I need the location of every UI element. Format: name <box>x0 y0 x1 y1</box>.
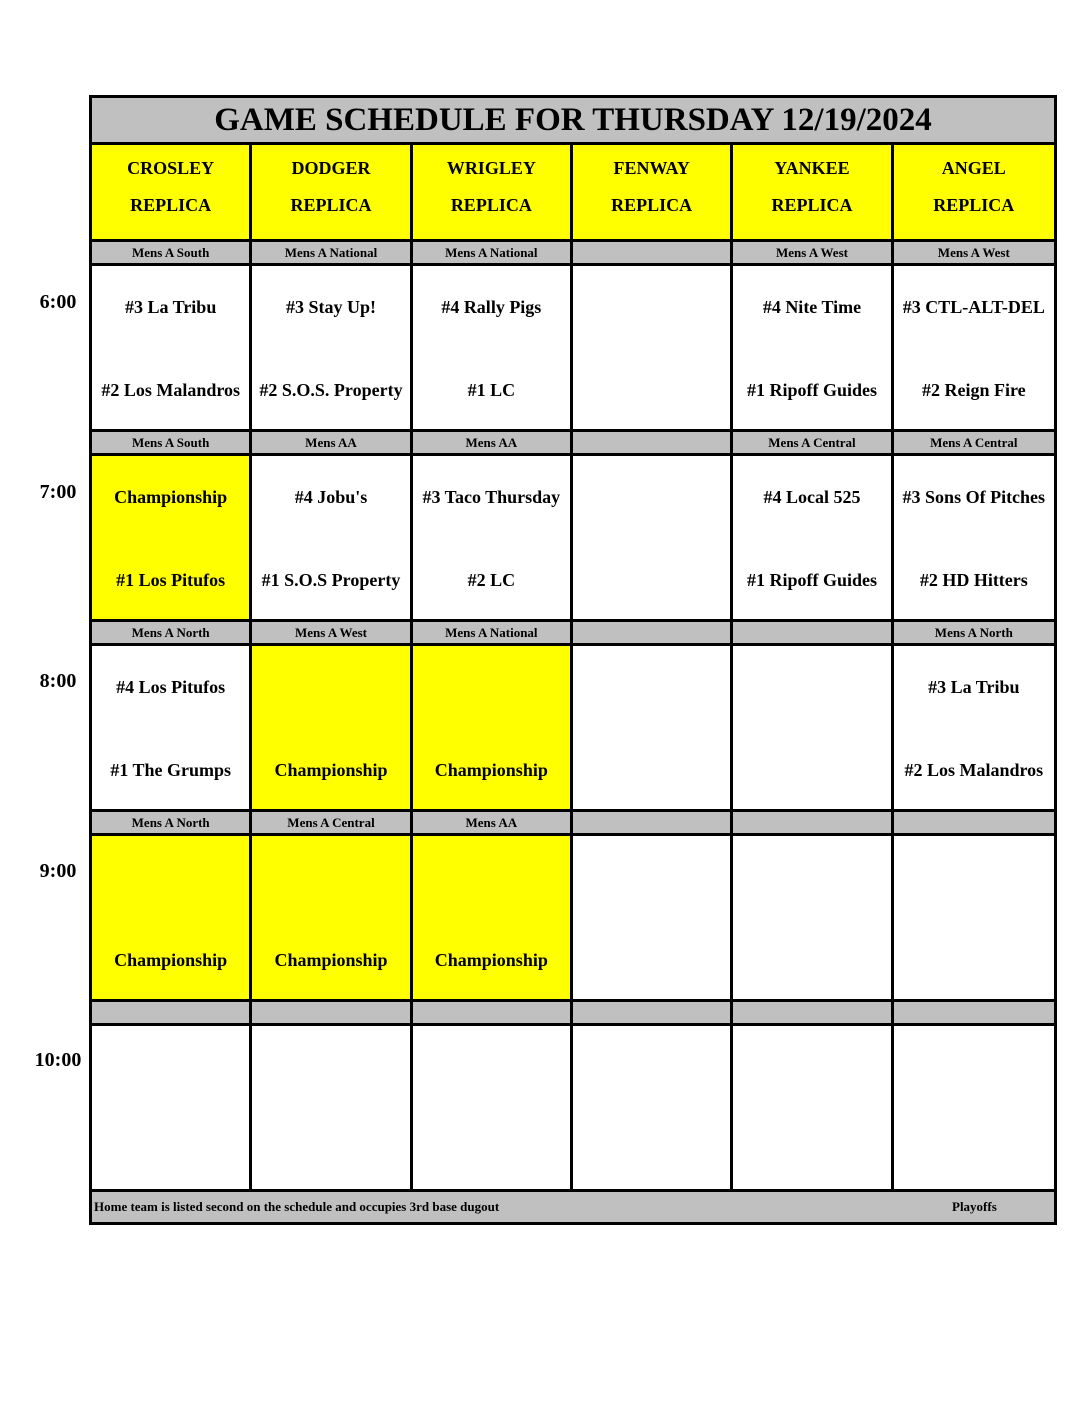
home-team: #1 S.O.S Property <box>261 570 401 590</box>
away-team: #3 Stay Up! <box>285 297 376 317</box>
home-team: Championship <box>434 950 548 970</box>
field-header-row <box>92 145 1054 242</box>
away-team: #4 Rally Pigs <box>441 297 542 317</box>
division-label <box>573 242 733 266</box>
field-header-wrigley <box>413 145 573 242</box>
footer-note: Home team is listed second on the schedule and occupies 3rd base dugout <box>94 1199 500 1214</box>
time-label: 6:00 <box>39 291 77 313</box>
home-team: Championship <box>274 760 388 780</box>
field-name: FENWAY <box>613 158 690 178</box>
away-team <box>573 466 730 528</box>
game-cell <box>894 646 1054 812</box>
home-team: Championship <box>434 760 548 780</box>
division-label <box>573 812 733 836</box>
home-team: #2 Los Malandros <box>101 380 241 400</box>
field-subtitle: REPLICA <box>290 195 372 215</box>
game-cell <box>573 1026 733 1192</box>
home-team <box>573 1119 730 1181</box>
field-subtitle: REPLICA <box>933 195 1015 215</box>
home-team <box>573 359 730 421</box>
home-team: #1 The Grumps <box>110 760 232 780</box>
game-cell <box>92 836 252 1002</box>
division-label: Mens AA <box>413 432 573 456</box>
division-row <box>92 1002 1054 1026</box>
field-header-angel <box>894 145 1054 242</box>
division-label: Mens A West <box>894 242 1054 266</box>
field-subtitle: REPLICA <box>130 195 212 215</box>
away-team <box>894 1036 1054 1098</box>
games-row <box>92 1026 1054 1192</box>
game-cell <box>733 836 893 1002</box>
game-cell <box>573 646 733 812</box>
away-team: #4 Los Pitufos <box>116 677 226 697</box>
away-team <box>92 846 249 908</box>
home-team: #2 Los Malandros <box>904 760 1044 780</box>
home-team: #1 Ripoff Guides <box>746 380 877 400</box>
game-cell <box>573 266 733 432</box>
field-name: CROSLEY <box>127 158 215 178</box>
division-label <box>733 622 893 646</box>
division-label: Mens AA <box>252 432 412 456</box>
home-team: #2 LC <box>467 570 516 590</box>
home-team: #2 HD Hitters <box>919 570 1028 590</box>
schedule-table <box>89 95 1057 1225</box>
away-team <box>733 656 890 718</box>
home-team <box>252 1119 409 1181</box>
playoffs-legend: Playoffs <box>952 1199 997 1214</box>
game-cell <box>413 1026 573 1192</box>
home-team: #2 S.O.S. Property <box>259 380 403 400</box>
away-team: #3 CTL-ALT-DEL <box>902 297 1045 317</box>
division-label: Mens A Central <box>894 432 1054 456</box>
away-team <box>573 656 730 718</box>
games-row <box>92 456 1054 622</box>
away-team <box>894 846 1054 908</box>
field-name: DODGER <box>291 158 371 178</box>
home-team <box>413 1119 570 1181</box>
game-cell <box>92 266 252 432</box>
division-label: Mens A Central <box>252 812 412 836</box>
field-header-dodger <box>252 145 412 242</box>
field-subtitle: REPLICA <box>611 195 693 215</box>
field-header-yankee <box>733 145 893 242</box>
division-row <box>92 242 1054 266</box>
division-label: Mens A South <box>92 432 252 456</box>
division-label <box>573 1002 733 1026</box>
division-label <box>252 1002 412 1026</box>
away-team <box>733 1036 890 1098</box>
division-label <box>413 1002 573 1026</box>
away-team: #3 La Tribu <box>124 297 217 317</box>
away-team: #4 Local 525 <box>763 487 861 507</box>
home-team <box>573 739 730 801</box>
game-cell <box>413 266 573 432</box>
field-subtitle: REPLICA <box>450 195 532 215</box>
games-row <box>92 836 1054 1002</box>
away-team <box>252 846 409 908</box>
away-team: #3 Sons Of Pitches <box>902 487 1046 507</box>
away-team <box>413 656 570 718</box>
game-cell <box>733 1026 893 1192</box>
game-cell <box>92 646 252 812</box>
away-team: #3 Taco Thursday <box>422 487 561 507</box>
field-name: WRIGLEY <box>446 158 536 178</box>
division-label: Mens A North <box>92 622 252 646</box>
division-label <box>894 1002 1054 1026</box>
games-row <box>92 266 1054 432</box>
game-cell <box>733 266 893 432</box>
game-cell <box>894 456 1054 622</box>
time-label: 7:00 <box>39 480 77 503</box>
game-cell <box>894 266 1054 432</box>
game-cell <box>413 456 573 622</box>
home-team <box>573 549 730 611</box>
home-team <box>894 929 1054 991</box>
game-cell <box>252 1026 412 1192</box>
away-team <box>733 846 890 908</box>
game-cell <box>733 646 893 812</box>
division-label: Mens A South <box>92 242 252 266</box>
game-cell <box>894 1026 1054 1192</box>
away-team: #3 La Tribu <box>928 677 1020 697</box>
division-label <box>573 432 733 456</box>
game-cell <box>894 836 1054 1002</box>
away-team <box>573 846 730 908</box>
game-cell <box>573 456 733 622</box>
division-label: Mens A Central <box>733 432 893 456</box>
game-cell <box>92 456 252 622</box>
away-team <box>252 1036 409 1098</box>
time-label: 8:00 <box>39 670 77 692</box>
division-label <box>733 1002 893 1026</box>
home-team <box>92 1119 249 1181</box>
home-team <box>894 1119 1054 1181</box>
division-row <box>92 622 1054 646</box>
home-team <box>733 929 890 991</box>
home-team: #1 Ripoff Guides <box>746 570 877 590</box>
away-team <box>413 846 570 908</box>
field-subtitle: REPLICA <box>771 195 853 215</box>
away-team <box>92 1036 249 1098</box>
home-team <box>573 929 730 991</box>
time-slots <box>92 242 1054 1192</box>
game-cell <box>733 456 893 622</box>
away-team <box>573 1036 730 1098</box>
division-label: Mens A National <box>413 242 573 266</box>
home-team <box>733 739 890 801</box>
game-cell <box>573 836 733 1002</box>
away-team <box>573 276 730 338</box>
game-cell <box>252 836 412 1002</box>
away-team <box>413 1036 570 1098</box>
division-label <box>894 812 1054 836</box>
time-label: 9:00 <box>39 859 77 882</box>
home-team: #1 Los Pitufos <box>116 570 226 590</box>
home-team: Championship <box>114 950 228 970</box>
home-team <box>733 1119 890 1181</box>
game-cell <box>413 646 573 812</box>
home-team: #2 Reign Fire <box>921 380 1026 400</box>
division-label: Mens A West <box>733 242 893 266</box>
time-label: 10:00 <box>34 1049 82 1071</box>
field-name: ANGEL <box>941 158 1006 178</box>
division-label: Mens A National <box>413 622 573 646</box>
division-label <box>573 622 733 646</box>
home-team: #1 LC <box>467 380 516 400</box>
division-label <box>733 812 893 836</box>
away-team: #4 Jobu's <box>294 487 368 507</box>
field-header-crosley <box>92 145 252 242</box>
division-label: Mens A North <box>92 812 252 836</box>
footer-bar <box>92 1192 1054 1222</box>
away-team: #4 Nite Time <box>762 297 862 317</box>
game-cell <box>413 836 573 1002</box>
division-label: Mens A North <box>894 622 1054 646</box>
game-cell <box>252 646 412 812</box>
away-team: Championship <box>114 487 228 507</box>
field-name: YANKEE <box>774 158 850 178</box>
division-row <box>92 812 1054 836</box>
away-team <box>252 656 409 718</box>
field-header-fenway <box>573 145 733 242</box>
game-cell <box>252 456 412 622</box>
home-team: Championship <box>274 950 388 970</box>
division-label: Mens AA <box>413 812 573 836</box>
division-label: Mens A National <box>252 242 412 266</box>
division-label: Mens A West <box>252 622 412 646</box>
game-cell <box>92 1026 252 1192</box>
division-label <box>92 1002 252 1026</box>
division-row <box>92 432 1054 456</box>
game-cell <box>252 266 412 432</box>
games-row <box>92 646 1054 812</box>
schedule-title: GAME SCHEDULE FOR THURSDAY 12/19/2024 <box>92 98 1054 145</box>
